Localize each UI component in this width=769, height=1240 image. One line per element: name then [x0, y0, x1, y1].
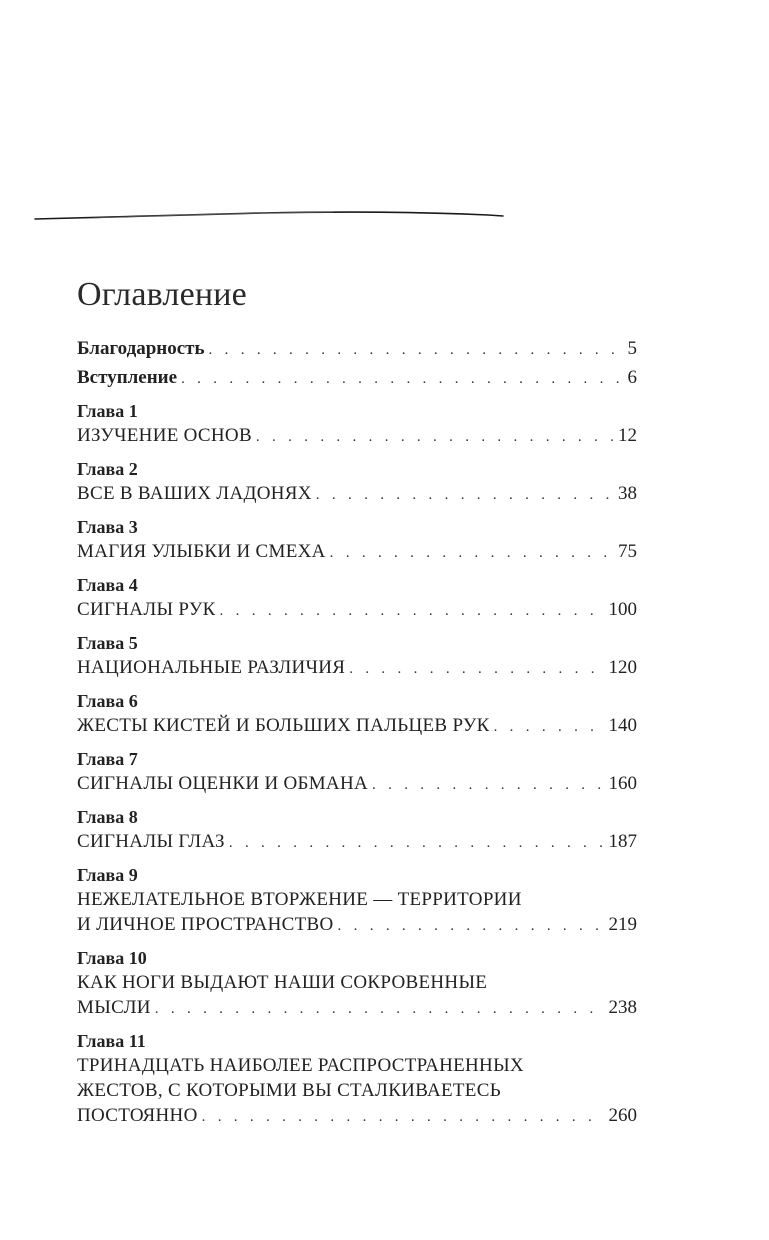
toc-entry-chapter[interactable] [77, 912, 637, 937]
toc-entry-chapter[interactable] [77, 539, 637, 564]
entry-title: СИГНАЛЫ РУК [77, 599, 216, 620]
page-number: 12 [618, 425, 637, 446]
page-number: 75 [618, 541, 637, 562]
chapter-number: Глава 5 [77, 633, 138, 653]
dot-leader [372, 773, 605, 796]
chapter-entry [77, 863, 637, 937]
chapter-number: Глава 4 [77, 575, 138, 595]
chapter-number: Глава 7 [77, 749, 138, 769]
chapter-number: Глава 1 [77, 401, 138, 421]
chapter-number: Глава 9 [77, 865, 138, 885]
page-number: 140 [608, 715, 637, 736]
dot-leader [494, 715, 605, 738]
toc-entry-chapter[interactable] [77, 655, 637, 680]
dot-leader [202, 1105, 605, 1128]
dot-leader [316, 483, 614, 506]
entry-title: ВСЕ В ВАШИХ ЛАДОНЯХ [77, 483, 312, 504]
toc-entry-chapter[interactable] [77, 423, 637, 448]
dot-leader [181, 367, 623, 390]
entry-title: МАГИЯ УЛЫБКИ И СМЕХА [77, 541, 326, 562]
chapter-number: Глава 2 [77, 459, 138, 479]
dot-leader [256, 425, 614, 448]
toc-entry-chapter[interactable] [77, 771, 637, 796]
page-number: 38 [618, 483, 637, 504]
entry-title: МЫСЛИ [77, 997, 151, 1018]
chapter-entry [77, 689, 637, 738]
page-number: 160 [608, 773, 637, 794]
entry-title: НАЦИОНАЛЬНЫЕ РАЗЛИЧИЯ [77, 657, 346, 678]
page-number: 238 [608, 997, 637, 1018]
dot-leader [338, 914, 605, 937]
chapter-title-line: КАК НОГИ ВЫДАЮТ НАШИ СОКРОВЕННЫЕ [77, 972, 488, 993]
chapter-entry [77, 399, 637, 448]
toc-entry-chapter[interactable] [77, 597, 637, 622]
entry-title: ЖЕСТЫ КИСТЕЙ И БОЛЬШИХ ПАЛЬЦЕВ РУК [77, 715, 490, 736]
chapter-entry [77, 457, 637, 506]
dot-leader [349, 657, 604, 680]
toc-entry-chapter[interactable] [77, 829, 637, 854]
entry-title: ПОСТОЯННО [77, 1105, 198, 1126]
toc-entry-front[interactable] [77, 365, 637, 390]
entry-title: ИЗУЧЕНИЕ ОСНОВ [77, 425, 252, 446]
chapter-entry [77, 631, 637, 680]
chapter-title-line: НЕЖЕЛАТЕЛЬНОЕ ВТОРЖЕНИЕ — ТЕРРИТОРИИ [77, 889, 522, 910]
page-number: 187 [608, 831, 637, 852]
chapter-number: Глава 8 [77, 807, 138, 827]
chapter-number: Глава 10 [77, 948, 147, 968]
chapter-entry [77, 747, 637, 796]
toc-entry-chapter[interactable] [77, 1103, 637, 1128]
entry-title: Вступление [77, 367, 178, 388]
chapter-number: Глава 6 [77, 691, 138, 711]
front-matter-list [77, 336, 637, 390]
dot-leader [155, 997, 605, 1020]
chapter-title-line: ЖЕСТОВ, С КОТОРЫМИ ВЫ СТАЛКИВАЕТЕСЬ [77, 1080, 501, 1101]
chapter-title-line: ТРИНАДЦАТЬ НАИБОЛЕЕ РАСПРОСТРАНЕННЫХ [77, 1055, 524, 1076]
chapter-list [77, 399, 637, 1128]
chapter-number: Глава 11 [77, 1031, 146, 1051]
table-of-contents [77, 336, 637, 1128]
entry-title: СИГНАЛЫ ГЛАЗ [77, 831, 225, 852]
page-number: 5 [627, 338, 637, 359]
dot-leader [209, 338, 624, 361]
toc-entry-front[interactable] [77, 336, 637, 361]
entry-title: И ЛИЧНОЕ ПРОСТРАНСТВО [77, 914, 334, 935]
chapter-entry [77, 573, 637, 622]
page-number: 260 [608, 1105, 637, 1126]
page-title: Оглавление [77, 276, 247, 313]
page-number: 219 [608, 914, 637, 935]
chapter-number: Глава 3 [77, 517, 138, 537]
entry-title: СИГНАЛЫ ОЦЕНКИ И ОБМАНА [77, 773, 368, 794]
page-number: 6 [627, 367, 637, 388]
page-number: 120 [608, 657, 637, 678]
toc-entry-chapter[interactable] [77, 481, 637, 506]
toc-entry-chapter[interactable] [77, 713, 637, 738]
dot-leader [220, 599, 605, 622]
chapter-entry [77, 515, 637, 564]
chapter-entry [77, 946, 637, 1020]
dot-leader [330, 541, 614, 564]
dot-leader [229, 831, 605, 854]
toc-entry-chapter[interactable] [77, 995, 637, 1020]
chapter-entry [77, 1029, 637, 1128]
chapter-entry [77, 805, 637, 854]
decorative-brush-rule [33, 206, 511, 226]
entry-title: Благодарность [77, 338, 205, 359]
page-number: 100 [608, 599, 637, 620]
